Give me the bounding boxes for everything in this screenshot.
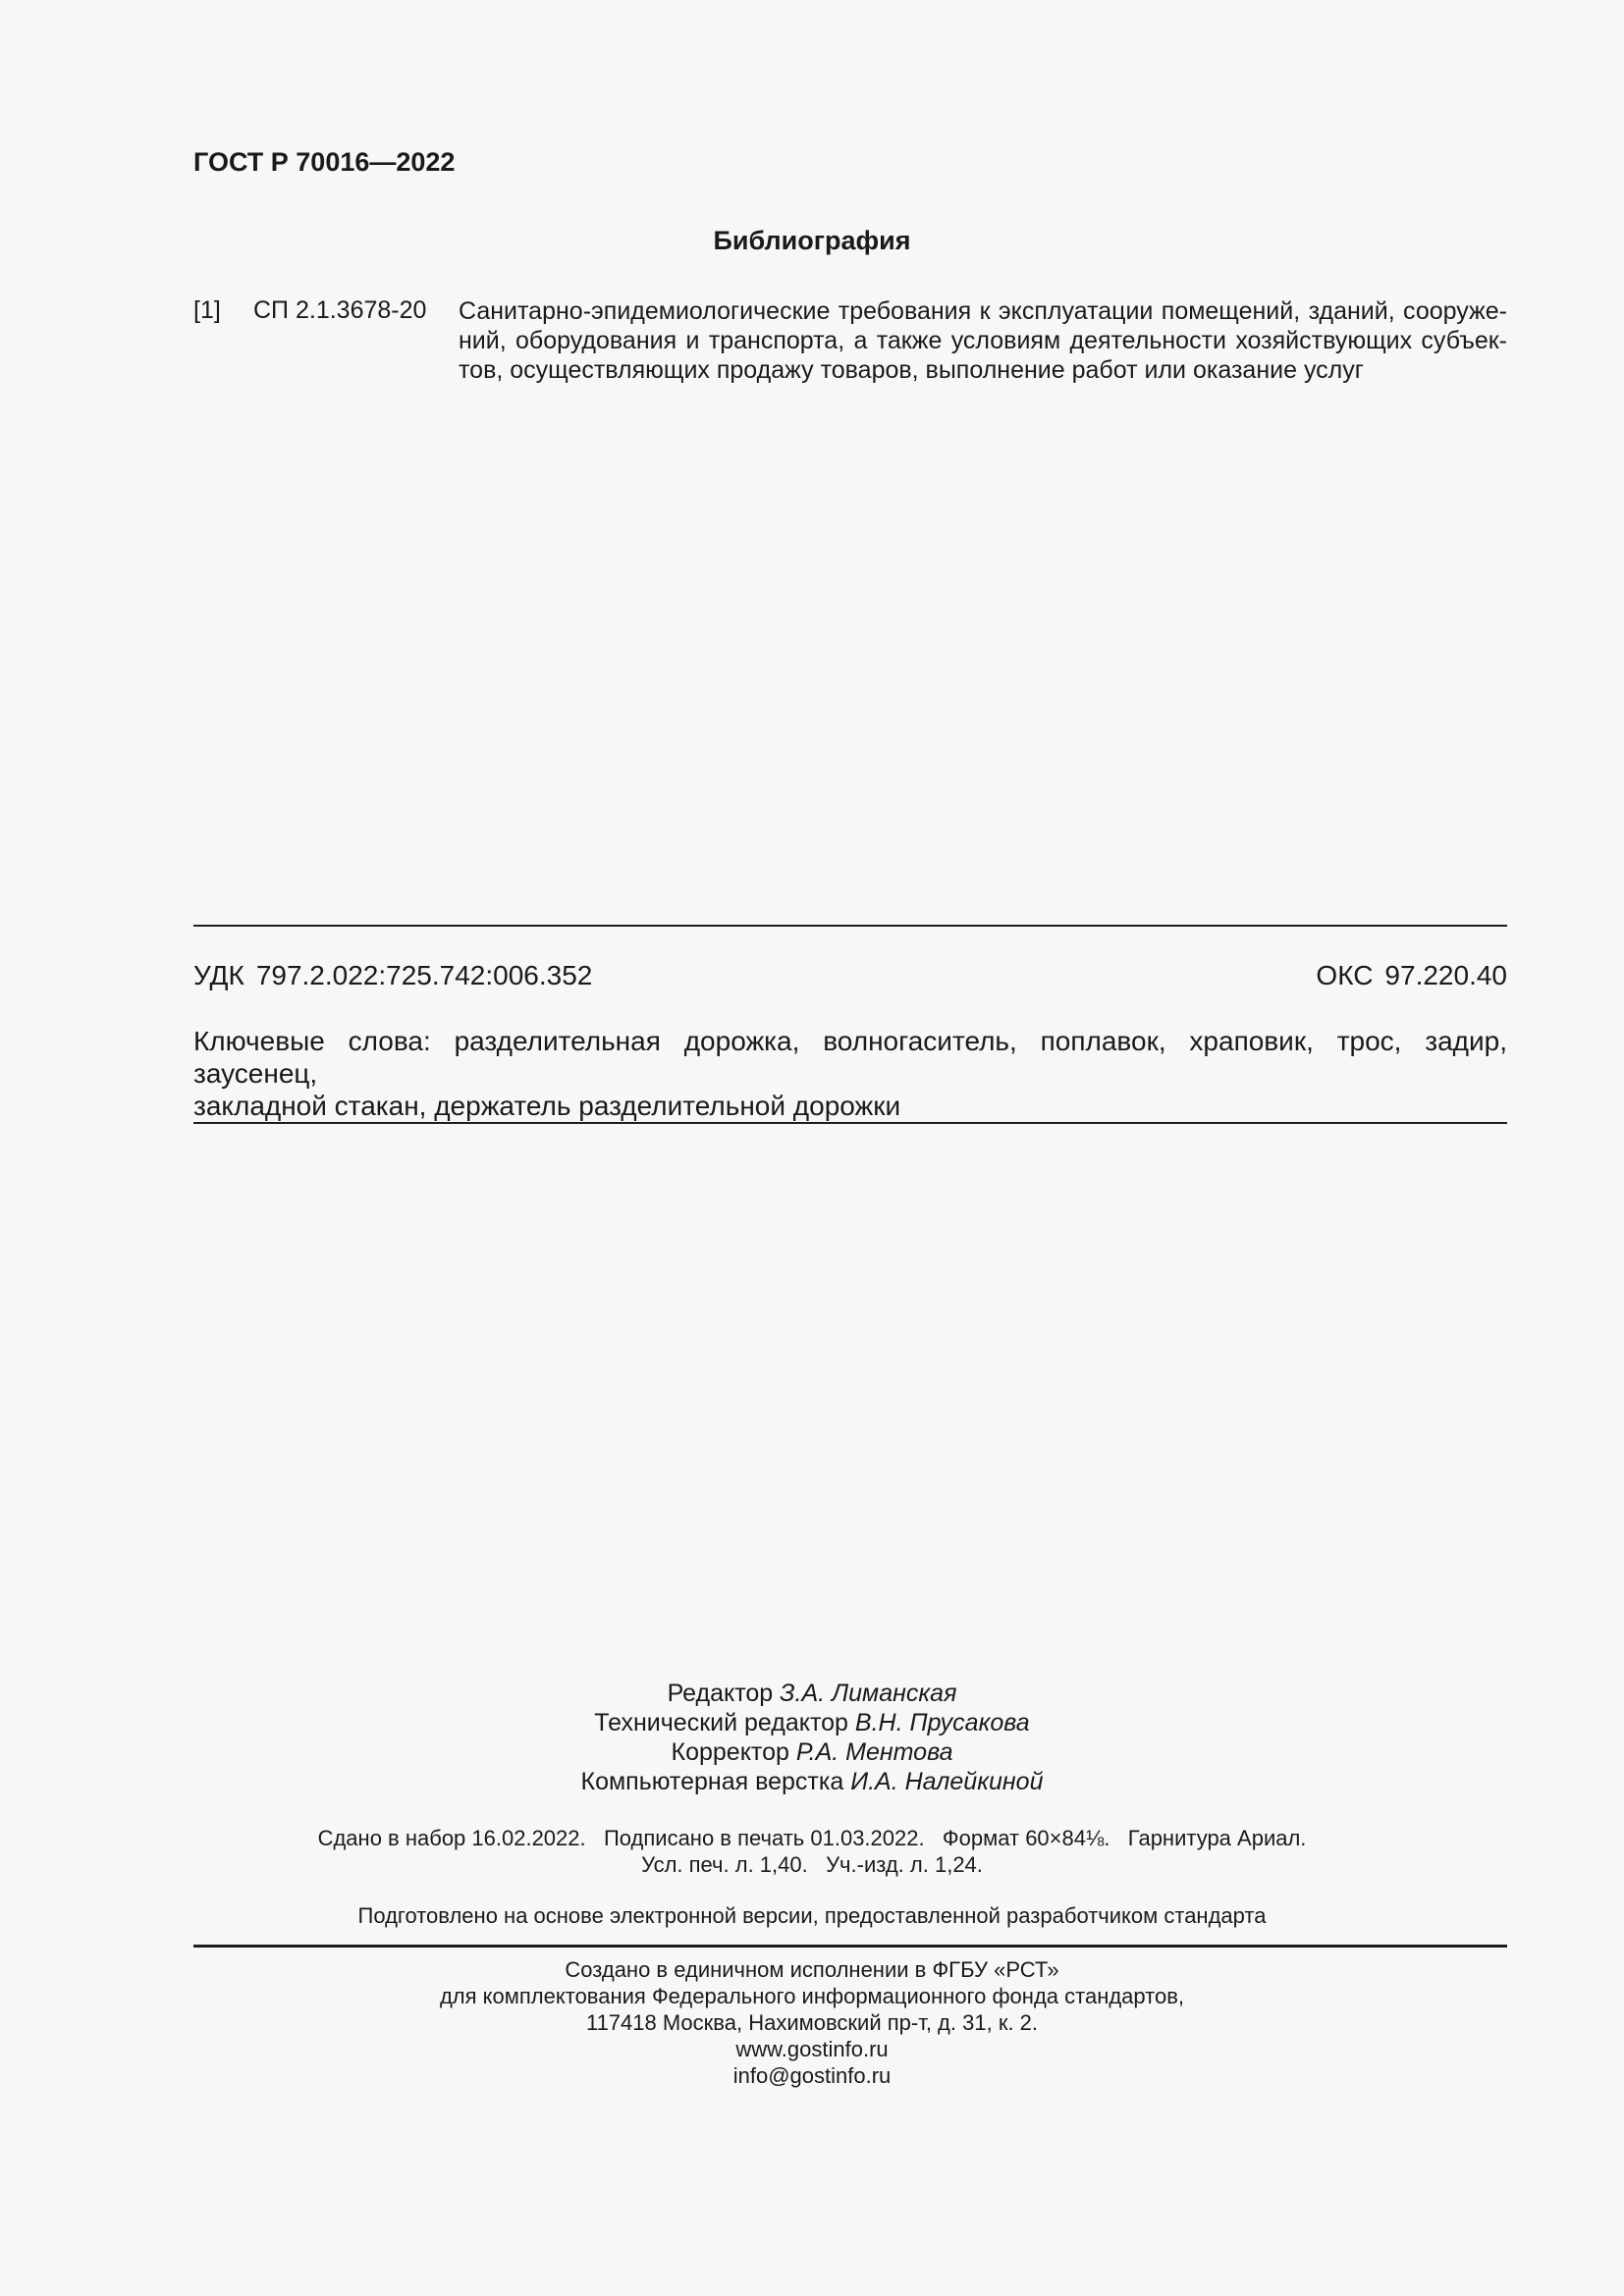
reference-text-line: Санитарно-эпидемиологические требования к эксплуатации помещений, зданий, сооруже- <box>459 297 1507 325</box>
reference-text-line: ний, оборудования и транспорта, а также условиям деятельности хозяйствующих субъек- <box>459 327 1507 354</box>
keywords-line <box>193 1025 1507 1090</box>
reference-code: СП 2.1.3678-20 <box>253 296 427 324</box>
footer-line: Создано в единичном исполнении в ФГБУ «РСТ» <box>565 1957 1059 1982</box>
divider-middle <box>193 1122 1507 1124</box>
prepared-note: Подготовлено на основе электронной версии, предоставленной разработчиком стандарта <box>357 1903 1267 1928</box>
imprint-line: Усл. печ. л. 1,40. Уч.-изд. л. 1,24. <box>641 1852 983 1877</box>
divider-top <box>193 925 1507 927</box>
keywords-block <box>193 1025 1507 1122</box>
document-code: ГОСТ Р 70016—2022 <box>193 147 456 177</box>
udk-label: УДК <box>193 960 244 990</box>
footer-line: 117418 Москва, Нахимовский пр-т, д. 31, к. 2. <box>585 2010 1039 2035</box>
oks-value: 97.220.40 <box>1384 960 1507 990</box>
credit-tech-editor: Технический редактор В.Н. Прусакова <box>594 1709 1030 1736</box>
credit-editor: Редактор З.А. Лиманская <box>667 1680 957 1707</box>
imprint-block <box>0 1825 1624 1878</box>
oks-code <box>1316 960 1507 991</box>
credit-proofreader: Корректор Р.А. Ментова <box>671 1738 953 1766</box>
credits-block <box>0 1679 1624 1796</box>
reference-text-line: тов, осуществляющих продажу товаров, выполнение работ или оказание услуг <box>459 356 1364 384</box>
email-link[interactable]: info@gostinfo.ru <box>732 2063 892 2088</box>
bibliography-title: Библиография <box>713 226 911 255</box>
publisher-footer <box>0 1956 1624 2089</box>
udk-value: 797.2.022:725.742:006.352 <box>255 960 593 990</box>
footer-line: для комплектования Федерального информационного фонда стандартов, <box>439 1984 1185 2008</box>
reference-text <box>459 296 1507 385</box>
oks-label: ОКС <box>1316 960 1374 990</box>
reference-number: [1] <box>193 296 221 324</box>
footer-contacts <box>0 2036 1624 2089</box>
keywords-line: закладной стакан, держатель разделительной дорожки <box>193 1091 901 1121</box>
keywords-label: Ключевые слова: <box>193 1026 431 1056</box>
keywords-value: разделительная дорожка, волногаситель, поплавок, храповик, трос, задир, заусенец, <box>193 1026 1508 1089</box>
udk-code <box>193 960 592 991</box>
credit-layout: Компьютерная верстка И.А. Налейкиной <box>580 1768 1044 1795</box>
website-link[interactable]: www.gostinfo.ru <box>735 2037 889 2061</box>
imprint-line: Сдано в набор 16.02.2022. Подписано в печать 01.03.2022. Формат 60×84⅛. Гарнитура Ариал. <box>317 1826 1307 1850</box>
divider-bottom <box>193 1945 1507 1948</box>
